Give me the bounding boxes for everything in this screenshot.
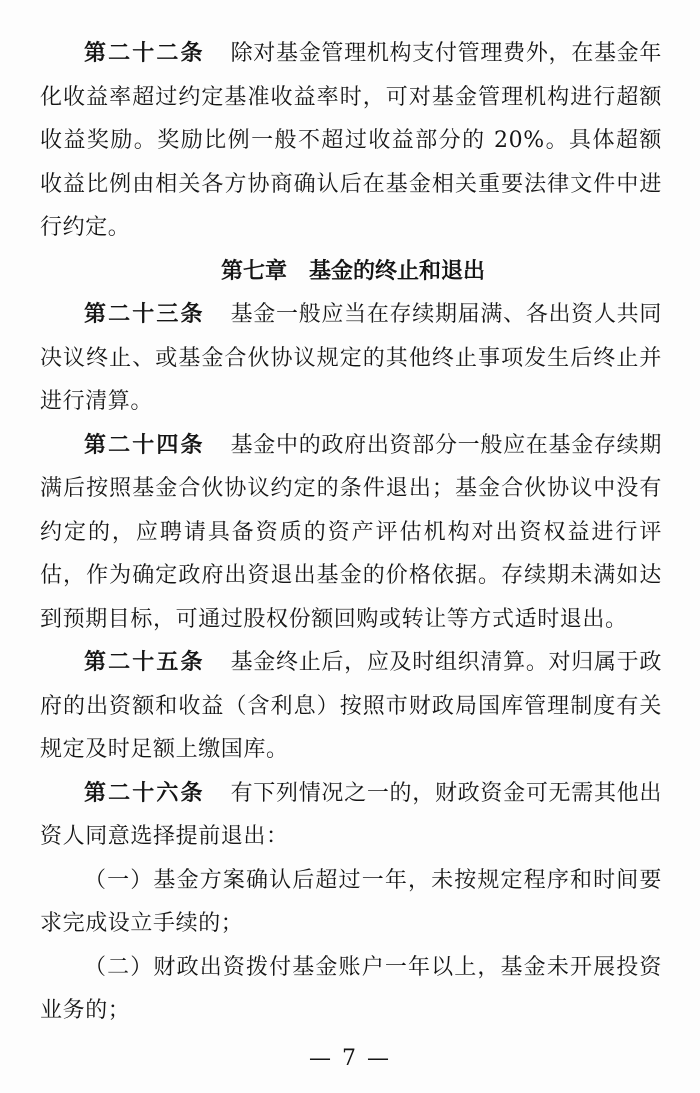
article-26-title: 第二十六条 — [84, 779, 205, 806]
article-25-text: 基金终止后，应及时组织清算。对归属于政府的出资额和收益（含利息）按照市财政局国库管理制度有关规定及时足额上缴国库。 — [40, 650, 662, 762]
article-22-title: 第二十二条 — [84, 40, 205, 66]
article-25-title: 第二十五条 — [84, 649, 205, 675]
article-23-text: 基金一般应当在存续期届满、各出资人共同决议终止、或基金合伙协议规定的其他终止事项发生后终止并进行清算。 — [40, 302, 662, 414]
article-26-item-2: （二）财政出资拨付基金账户一年以上，基金未开展投资业务的； — [40, 954, 662, 1023]
article-26 — [40, 772, 662, 859]
article-22-text: 除对基金管理机构支付管理费外，在基金年化收益率超过约定基准收益率时，可对基金管理机构进行超额收益奖励。奖励比例一般不超过收益部分的 20%。具体超额收益比例由相关各方协商确认后在基金相关重要法律文件中进行约定。 — [40, 41, 662, 240]
article-24-title: 第二十四条 — [84, 431, 205, 458]
chapter-title: 基金的终止和退出 — [309, 257, 486, 284]
article-25 — [40, 641, 662, 772]
article-23 — [40, 293, 662, 424]
article-24 — [40, 424, 662, 642]
article-26-item-1: （一）基金方案确认后超过一年，未按规定程序和时间要求完成设立手续的； — [40, 867, 662, 936]
article-23-title: 第二十三条 — [84, 301, 205, 327]
chapter-heading — [40, 250, 662, 294]
document-body — [40, 32, 662, 1033]
page-number: — 7 — — [309, 1046, 391, 1071]
article-22 — [40, 32, 662, 250]
article-26-text: 有下列情况之一的，财政资金可无需其他出资人同意选择提前退出： — [40, 780, 662, 849]
chapter-number: 第七章 — [220, 257, 287, 284]
article-24-text: 基金中的政府出资部分一般应在基金存续期满后按照基金合伙协议约定的条件退出；基金合伙协议中没有约定的，应聘请具备资质的资产评估机构对出资权益进行评估，作为确定政府出资退出基金的价格依据。存续期未满如达到预期目标，可通过股权份额回购或转让等方式适时退出。 — [40, 432, 662, 632]
